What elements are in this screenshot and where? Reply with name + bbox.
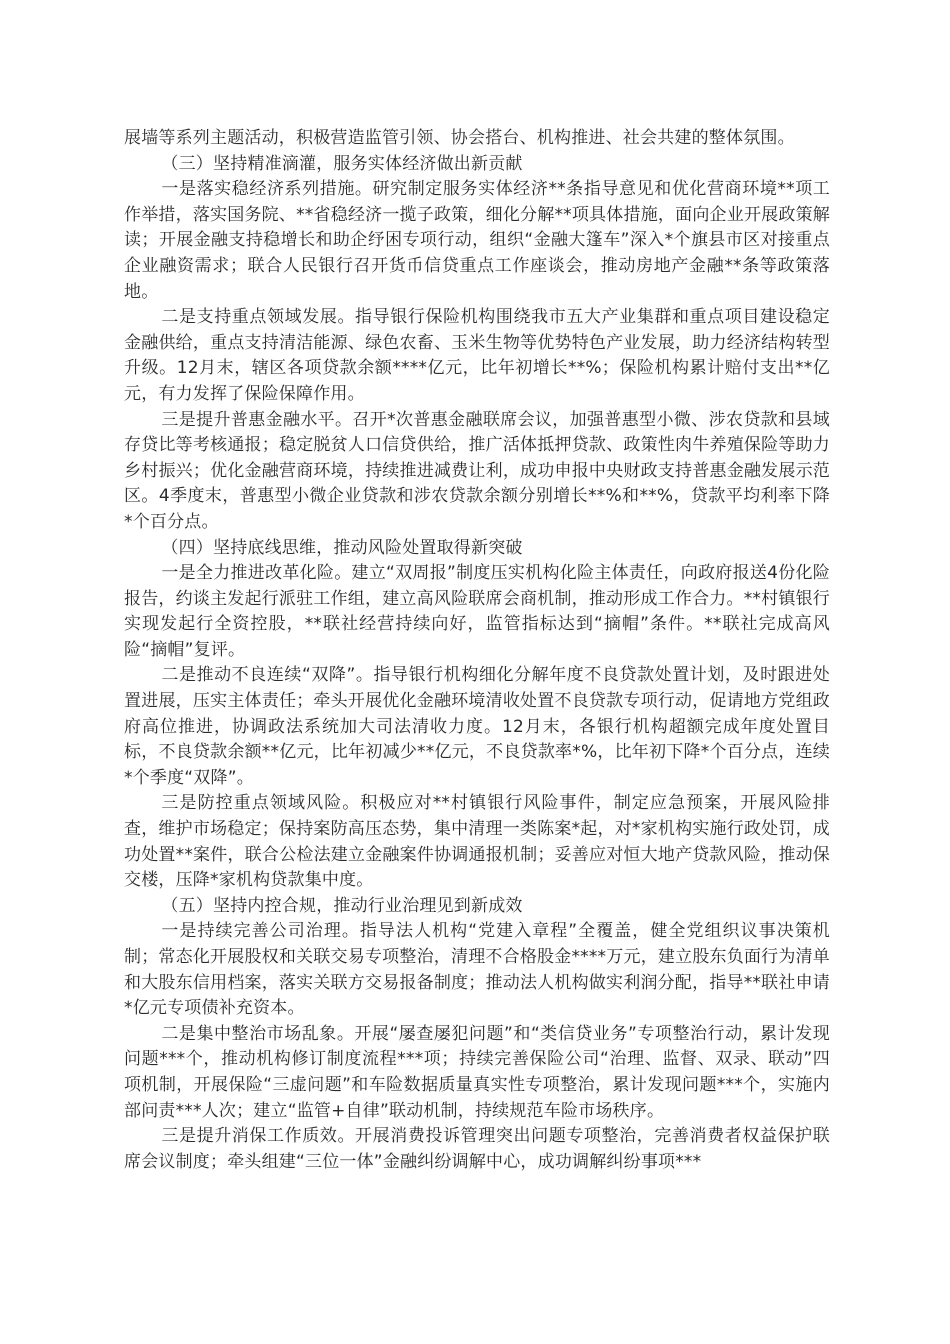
paragraph: 一是落实稳经济系列措施。研究制定服务实体经济**条指导意见和优化营商环境**项工作举措，落实国务院、**省稳经济一揽子政策，细化分解**项具体措施，面向企业开展政策解读；开展金融支持稳增长和助企纾困专项行动，组织“金融大篷车”深入*个旗县市区对接重点企业融资需求；联合人民银行召开货币信贷重点工作座谈会，推动房地产金融**条等政策落地。 <box>124 179 830 302</box>
paragraph-continued: 展墙等系列主题活动，积极营造监管引领、协会搭台、机构推进、社会共建的整体氛围。 <box>124 128 795 148</box>
document-body <box>124 126 830 1175</box>
paragraph: 一是持续完善公司治理。指导法人机构“党建入章程”全覆盖，健全党组织议事决策机制；常态化开展股权和关联交易专项整治，清理不合格股金****万元，建立股东负面行为清单和大股东信用档案，落实关联方交易报备制度；推动法人机构做实利润分配，指导**联社申请*亿元专项债补充资本。 <box>124 921 830 1019</box>
paragraph: 二是支持重点领域发展。指导银行保险机构围绕我市五大产业集群和重点项目建设稳定金融供给，重点支持清洁能源、绿色农畜、玉米生物等优势特色产业发展，助力经济结构转型升级。12月末，辖区各项贷款余额****亿元，比年初增长**%；保险机构累计赔付支出**亿元，有力发挥了保险保障作用。 <box>124 307 830 404</box>
section-heading-3: （三）坚持精准滴灌，服务实体经济做出新贡献 <box>161 153 523 174</box>
paragraph: 二是推动不良连续“双降”。指导银行机构细化分解年度不良贷款处置计划，及时跟进处置进展，压实主体责任；牵头开展优化金融环境清收处置不良贷款专项行动，促请地方党组政府高位推进，协调政法系统加大司法清收力度。12月末，各银行机构超额完成年度处置目标，不良贷款余额**亿元，比年初减少**亿元，不良贷款率*%，比年初下降*个百分点，连续*个季度“双降”。 <box>124 665 830 788</box>
paragraph: 三是防控重点领域风险。积极应对**村镇银行风险事件，制定应急预案，开展风险排查，维护市场稳定；保持案防高压态势，集中清理一类陈案*起，对*家机构实施行政处罚，成功处置**案件，联合公检法建立金融案件协调通报机制；妥善应对恒大地产贷款风险，推动保交楼，压降*家机构贷款集中度。 <box>124 793 830 891</box>
paragraph: 一是全力推进改革化险。建立“双周报”制度压实机构化险主体责任，向政府报送4份化险报告，约谈主发起行派驻工作组，建立高风险联席会商机制，推动形成工作合力。**村镇银行实现发起行全资控股，**联社经营持续向好，监管指标达到“摘帽”条件。**联社完成高风险“摘帽”复评。 <box>124 563 830 660</box>
paragraph: 二是集中整治市场乱象。开展“屡查屡犯问题”和“类信贷业务”专项整治行动，累计发现问题***个，推动机构修订制度流程***项；持续完善保险公司“治理、监督、双录、联动”四项机制，开展保险“三虚问题”和车险数据质量真实性专项整治，累计发现问题***个，实施内部问责***人次；建立“监管+自律”联动机制，持续规范车险市场秩序。 <box>124 1023 830 1121</box>
section-heading-5: （五）坚持内控合规，推动行业治理见到新成效 <box>161 895 523 916</box>
paragraph: 三是提升普惠金融水平。召开*次普惠金融联席会议，加强普惠型小微、涉农贷款和县域存贷比等考核通报；稳定脱贫人口信贷供给，推广活体抵押贷款、政策性肉牛养殖保险等助力乡村振兴；优化金融营商环境，持续推进减费让利，成功申报中央财政支持普惠金融发展示范区。4季度末，普惠型小微企业贷款和涉农贷款余额分别增长**%和**%，贷款平均利率下降*个百分点。 <box>124 409 830 532</box>
section-heading-4: （四）坚持底线思维，推动风险处置取得新突破 <box>161 537 523 558</box>
paragraph: 三是提升消保工作质效。开展消费投诉管理突出问题专项整治，完善消费者权益保护联席会议制度；牵头组建“三位一体”金融纠纷调解中心，成功调解纠纷事项*** <box>124 1126 830 1172</box>
